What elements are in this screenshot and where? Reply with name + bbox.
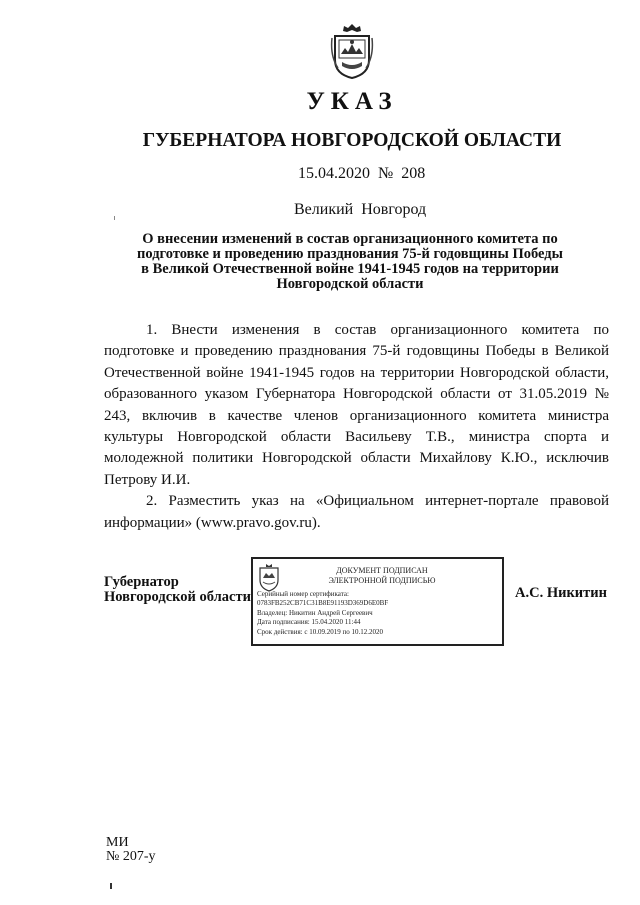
footer-number: № 207-у [106,849,156,864]
electronic-signature-stamp [251,557,504,646]
stamp-validity: Срок действия: с 10.09.2019 по 10.12.2020 [257,627,383,636]
margin-mark [114,216,115,220]
footer-initials: МИ [106,835,129,850]
stamp-heading-line: ДОКУМЕНТ ПОДПИСАН [336,566,428,575]
signer-position [104,575,251,605]
body-paragraph-2: 2. Разместить указ на «Официальном интернет-портале правовой информации» (www.pravo.gov.ru). [104,493,609,531]
document-body [104,320,609,534]
subject-line: подготовке и проведению празднования 75-й годовщины Победы [137,246,563,262]
signer-position-line: Новгородской области [104,589,251,605]
document-date-number: 15.04.2020 № 208 [298,165,426,182]
stamp-heading-line: ЭЛЕКТРОННОЙ ПОДПИСЬЮ [328,576,436,585]
stamp-cert-label: Серийный номер сертификата: [257,590,349,598]
subject-line: О внесении изменений в состав организационного комитета по [142,231,558,247]
stamp-cert-number: 0783FB252CB71C31B8E91193D369D6E0BF [257,599,389,608]
document-footer [106,836,156,864]
stamp-details [257,590,502,637]
signer-position-line: Губернатор [104,574,179,590]
stamp-heading [307,566,457,586]
document-city: Великий Новгород [294,201,427,218]
stamp-signed-date: Дата подписания: 15.04.2020 11:44 [257,618,361,627]
signer-name: А.С. Никитин [515,585,607,601]
bottom-mark [110,883,112,889]
document-title: УКАЗ [306,88,398,115]
coat-of-arms-icon [330,22,374,80]
stamp-owner: Владелец: Никитин Андрей Сергеевич [257,608,373,617]
document-subtitle: ГУБЕРНАТОРА НОВГОРОДСКОЙ ОБЛАСТИ [142,130,562,151]
subject-line: Новгородской области [276,276,424,292]
subject-line: в Великой Отечественной войне 1941-1945 годов на территории [141,261,559,277]
document-subject [105,232,595,292]
body-paragraph-1: 1. Внести изменения в состав организационного комитета по подготовке и проведению празднования 75-й годовщины Победы в Великой Отечественной войне 1941-1945 годов на территории Новгородской области, образованного указом Губернатора Новгородской области от 31.05.2019 № 243, включив в качестве членов организационного комитета министра культуры Новгородской области Васильеву Т.В., министра спорта и молодежной политики Новгородской области Михайлову К.Ю., исключив Петрову И.И. [104,322,609,488]
stamp-coat-of-arms-icon [257,562,281,592]
